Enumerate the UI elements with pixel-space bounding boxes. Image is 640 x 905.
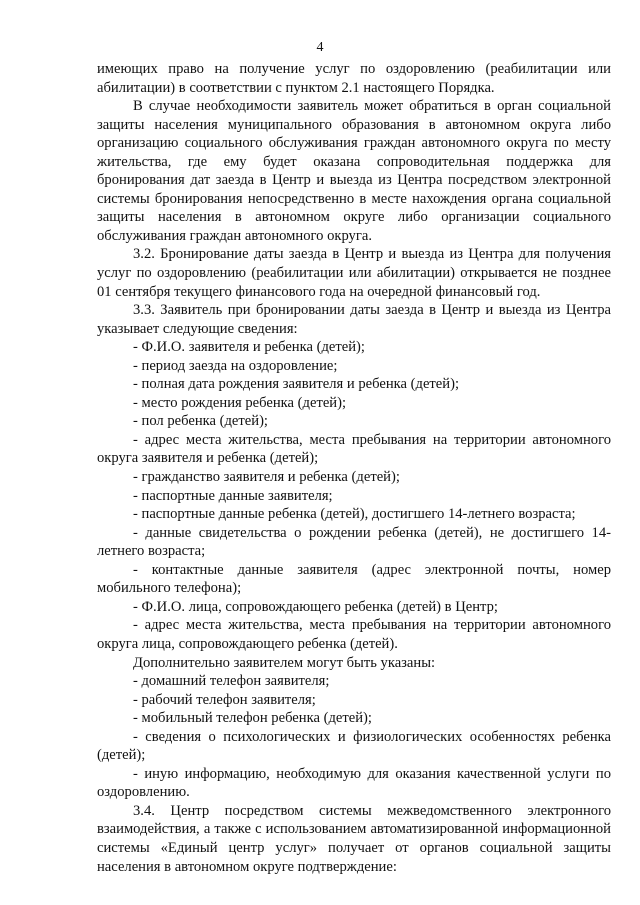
list-item: - паспортные данные ребенка (детей), достигшего 14-летнего возраста; — [133, 506, 576, 523]
list-item: - рабочий телефон заявителя; — [133, 691, 316, 708]
list-item: - пол ребенка (детей); — [133, 413, 268, 430]
paragraph-3-4: 3.4. Центр посредством системы межведомственного электронного взаимодействия, а также с использованием автоматизированной информационной системы «Единый центр услуг» получает от органов социальной защиты населения в автономном округе подтверждение: — [97, 802, 611, 875]
paragraph-additional: Дополнительно заявителем могут быть указаны: — [133, 654, 436, 671]
list-item: - паспортные данные заявителя; — [133, 487, 333, 504]
paragraph-continuation: имеющих право на получение услуг по оздоровлению (реабилитации или абилитации) в соответствии с пунктом 2.1 настоящего Порядка. — [97, 61, 611, 96]
list-item: - мобильный телефон ребенка (детей); — [133, 710, 372, 727]
list-item: - полная дата рождения заявителя и ребенка (детей); — [133, 376, 460, 393]
paragraph-support-note: В случае необходимости заявитель может обратиться в орган социальной защиты населения муниципального образования в автономном округа либо организацию социального обслуживания граждан автономного округа по месту жительства, где ему будет оказана сопроводительная поддержка для бронирования дат заезда в Центр и выезда из Центра посредством электронной системы бронирования непосредственно в месте нахождения органа социальной защиты населения в автономном округе либо организации социального обслуживания граждан автономного округа. — [97, 98, 611, 244]
paragraph-3-3: 3.3. Заявитель при бронировании даты заезда в Центр и выезда из Центра указывает следующие сведения: — [97, 302, 611, 337]
list-item: - Ф.И.О. лица, сопровождающего ребенка (детей) в Центр; — [133, 598, 498, 615]
list-item: - Ф.И.О. заявителя и ребенка (детей); — [133, 339, 365, 356]
list-item: - данные свидетельства о рождении ребенка (детей), не достигшего 14-летнего возраста; — [97, 524, 611, 560]
page-number: 4 — [316, 40, 324, 55]
list-item: - гражданство заявителя и ребенка (детей); — [133, 469, 400, 486]
document-body — [97, 60, 611, 876]
list-item: - контактные данные заявителя (адрес электронной почты, номер мобильного телефона); — [97, 561, 611, 597]
list-item: - иную информацию, необходимую для оказания качественной услуги по оздоровлению. — [97, 765, 611, 801]
list-item: - адрес места жительства, места пребывания на территории автономного округа лица, сопровождающего ребенка (детей). — [97, 617, 611, 652]
paragraph-3-2: 3.2. Бронирование даты заезда в Центр и выезда из Центра для получения услуг по оздоровлению (реабилитации или абилитации) открывается не позднее 01 сентября текущего финансового года на очередной финансовый год. — [97, 246, 611, 300]
list-item: - место рождения ребенка (детей); — [133, 394, 347, 411]
list-item: - период заезда на оздоровление; — [133, 357, 338, 374]
list-item: - адрес места жительства, места пребывания на территории автономного округа заявителя и ребенка (детей); — [97, 431, 611, 467]
list-item: - домашний телефон заявителя; — [133, 673, 330, 690]
list-item: - сведения о психологических и физиологических особенностях ребенка (детей); — [97, 728, 611, 764]
